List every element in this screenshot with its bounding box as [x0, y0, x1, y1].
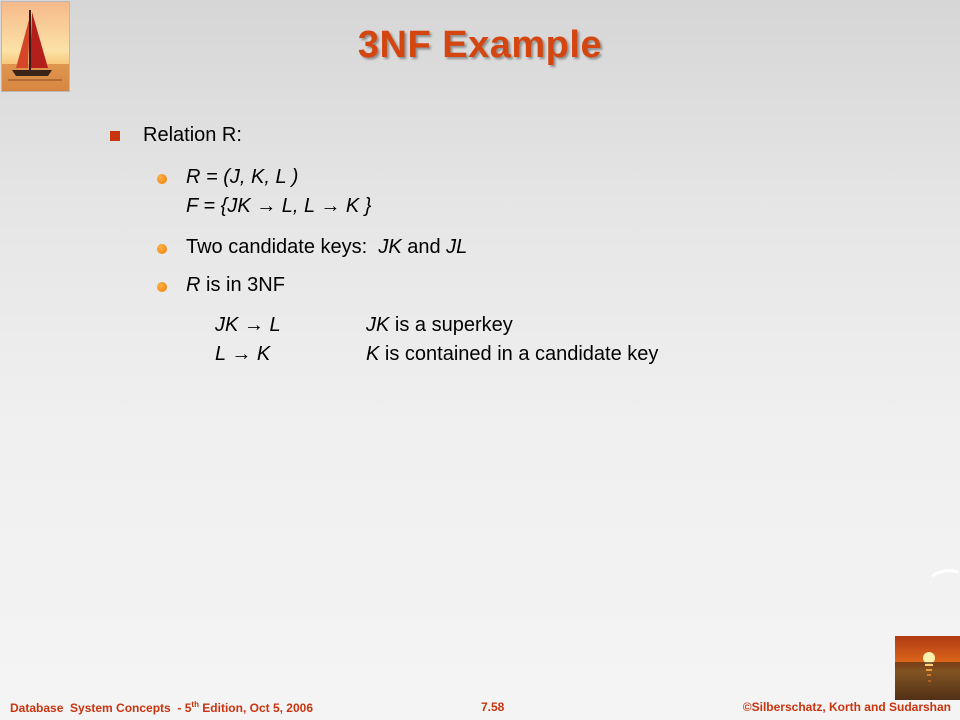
fd-set-text: F = {JK → L, L → K }	[186, 195, 372, 217]
fd-row-2-fd	[215, 343, 270, 366]
candidate-and: and	[401, 236, 447, 258]
swoosh-decoration-icon	[930, 560, 960, 590]
fd-row-2-reason	[366, 343, 658, 366]
round-bullet-icon	[157, 282, 167, 292]
relation-attributes: = (J, K, L )	[200, 166, 299, 188]
fd-row-2-fd-text: L → K	[215, 343, 271, 365]
in-3nf-line	[186, 274, 285, 297]
fd-set	[186, 195, 371, 218]
fd-row-2-reason-key: K	[366, 343, 380, 365]
fd-row-1-reason-key: JK	[366, 314, 390, 336]
footer-left	[10, 700, 313, 715]
candidate-key-jk: JK	[378, 236, 402, 258]
footer-left-prefix: Database System Concepts - 5	[10, 701, 192, 715]
square-bullet-icon	[110, 131, 120, 141]
footer-page-number: 7.58	[481, 700, 505, 714]
fd-row-2-reason-text: is contained in a candidate key	[379, 343, 659, 365]
relation-definition	[186, 166, 298, 189]
round-bullet-icon	[157, 174, 167, 184]
bullet-relation: Relation R:	[143, 124, 242, 146]
in-3nf-relation: R	[186, 274, 201, 296]
relation-name: R	[186, 166, 201, 188]
footer-copyright: ©Silberschatz, Korth and Sudarshan	[742, 700, 951, 714]
footer-left-sup: th	[191, 700, 199, 709]
candidate-key-jl: JL	[446, 236, 468, 258]
candidate-keys-line	[186, 236, 467, 259]
fd-row-1-fd-text: JK → L	[215, 314, 281, 336]
round-bullet-icon	[157, 244, 167, 254]
fd-row-1-fd	[215, 314, 281, 337]
in-3nf-text: is in 3NF	[200, 274, 285, 296]
fd-row-1-reason	[366, 314, 513, 337]
sunset-logo	[895, 636, 960, 700]
candidate-keys-label: Two candidate keys:	[186, 236, 379, 258]
slide-title: 3NF Example	[357, 24, 603, 66]
fd-row-1-reason-text: is a superkey	[389, 314, 513, 336]
footer-left-suffix: Edition, Oct 5, 2006	[198, 701, 314, 715]
